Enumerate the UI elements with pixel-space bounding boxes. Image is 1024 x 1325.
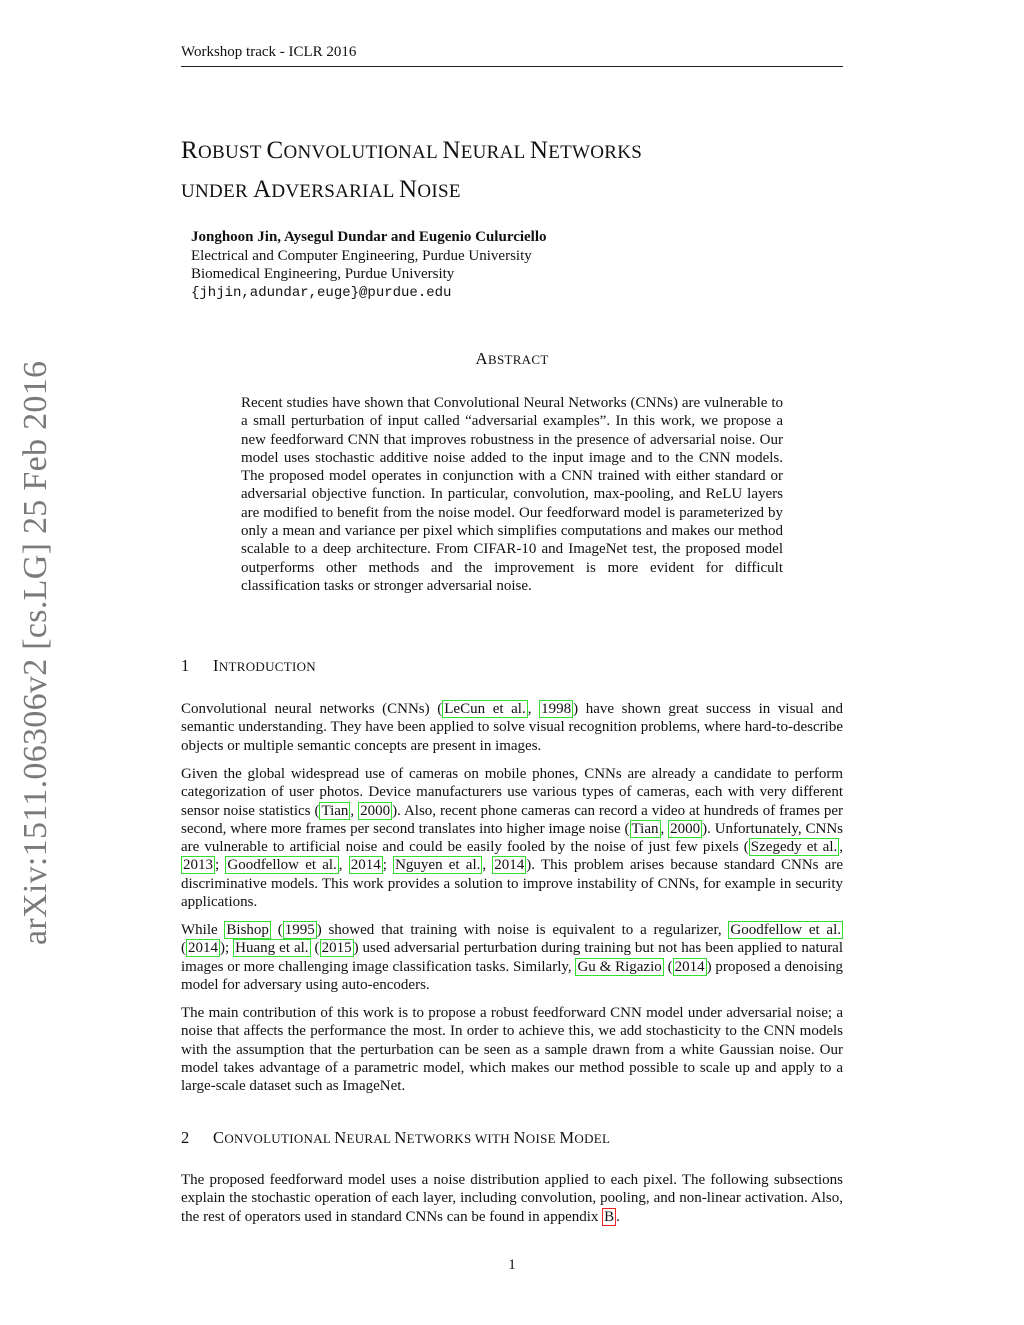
citation-link[interactable]: 1998 (541, 701, 572, 717)
citation-link[interactable]: Goodfellow et al. (227, 857, 337, 874)
citation-link[interactable]: Szegedy et al. (750, 839, 838, 856)
intro-paragraph-2: Given the global widespread use of cameras on mobile phones, CNNs are already a candidate to perform categorization of user photos. Device manufacturers use various types of cameras, each with very different sensor noise statistics ( Tian , 2000 ). Also, recent phone cameras can record a video at hundreds of frames per second, where more frames per second translates into higher image noise ( Tian , 2000 ). Unfortunately, CNNs are vulnerable to artificial noise and could be easily fooled by the noise of just few pixels ( Szegedy et al. , 2013 ; Goodfellow et al. , 2014 ; Nguyen et al. , 2014 ). This problem arises because standard CNNs are discriminative models. This work provides a solution to improve instability of CNNs, for example in security applications. (181, 766, 844, 911)
running-header: Workshop track - ICLR 2016 (181, 44, 843, 67)
citation-link[interactable]: LeCun et al. (444, 701, 526, 717)
affiliation-2: Biomedical Engineering, Purdue University (191, 266, 455, 282)
appendix-link[interactable]: B (604, 1208, 615, 1225)
affiliation-1: Electrical and Computer Engineering, Purdue University (191, 247, 532, 264)
section-1-heading: 1 INTRODUCTION (181, 656, 316, 675)
section-number: 1 (181, 656, 190, 675)
author-names: Jonghoon Jin, Aysegul Dundar and Eugenio Culurciello (191, 229, 547, 245)
abstract-heading: ABSTRACT (475, 349, 549, 368)
citation-link[interactable]: 2000 (670, 820, 701, 837)
paper-title (181, 132, 881, 210)
author-email[interactable]: {jhjin,adundar,euge}@purdue.edu (191, 284, 452, 301)
citation-link[interactable]: 2014 (188, 940, 218, 957)
arxiv-watermark: arXiv:1511.06306v2 [cs.LG] 25 Feb 2016 (17, 360, 54, 945)
title-line-2: UNDER ADVERSARIAL NOISE (181, 176, 461, 203)
citation-link[interactable]: Gu & Rigazio (577, 958, 662, 975)
citation-link[interactable]: Huang et al. (235, 940, 309, 957)
intro-paragraph-4: The main contribution of this work is to propose a robust feedforward CNN model under adversarial noise; a noise that affects the performance the most. In order to achieve this, we add stochasticity to the CNN models with the assumption that the perturbation can be seen as a sample drawn from a white Gaussian noise. Our model takes advantage of a parametric model, which makes our method possible to scale up and apply to a large-scale dataset such as ImageNet. (181, 1005, 843, 1095)
citation-link[interactable]: 2014 (350, 857, 381, 874)
page-number: 1 (508, 1257, 516, 1273)
citation-link[interactable]: Goodfellow et al. (730, 922, 841, 938)
intro-paragraph-3: While Bishop ( 1995 ) showed that training with noise is equivalent to a regularizer, Goodfellow et al. ( 2014 ); Huang et al. ( 2015 ) used adversarial perturbation during training but not has been applied to natural images or more challenging image classification tasks. Similarly, Gu & Rigazio ( 2014 ) proposed a denoising model for adversary using auto-encoders. (181, 922, 844, 993)
author-block (191, 228, 547, 302)
citation-link[interactable]: 2014 (494, 857, 525, 874)
title-line-1: ROBUST CONVOLUTIONAL NEURAL NETWORKS (181, 137, 643, 164)
citation-link[interactable]: 2013 (183, 857, 213, 874)
citation-link[interactable]: 2000 (360, 802, 391, 819)
citation-link[interactable]: 2014 (674, 958, 705, 975)
citation-link[interactable]: Nguyen et al. (395, 857, 481, 874)
citation-link[interactable]: Tian (631, 820, 659, 837)
section-2-heading: 2 CONVOLUTIONAL NEURAL NETWORKS WITH NOISE MODEL (181, 1128, 611, 1147)
abstract-text: Recent studies have shown that Convolutional Neural Networks (CNNs) are vulnerable to a small perturbation of input called “adversarial examples”. In this work, we propose a new feedforward CNN that improves robustness in the presence of adversarial noise. Our model uses stochastic additive noise added to the input image and to the CNN models. The proposed model operates in conjunction with a CNN trained with either standard or adversarial objective function. In particular, convolution, max-pooling, and ReLU layers are modified to benefit from the noise model. Our feedforward model is parameterized by only a mean and variance per pixel which simplifies computations and makes our method scalable to a deep architecture. From CIFAR-10 and ImageNet test, the proposed model outperforms other methods and the improvement is more evident for difficult classification tasks or stronger adversarial noise. (241, 395, 783, 594)
citation-link[interactable]: 1995 (284, 922, 315, 938)
section-2-paragraph-1: The proposed feedforward model uses a noise distribution applied to each pixel. The following subsections explain the stochastic operation of each layer, including convolution, pooling, and non-linear activation. Also, the rest of operators used in standard CNNs can be found in appendix B . (181, 1172, 843, 1225)
citation-link[interactable]: Bishop (226, 922, 269, 938)
citation-link[interactable]: Tian (321, 802, 349, 819)
intro-paragraph-1: Convolutional neural networks (CNNs) ( LeCun et al. , 1998 ) have shown great success in visual and semantic understanding. They have been applied to solve visual recognition problems, where hard-to-describe objects or multiple semantic concepts are present in images. (181, 701, 844, 754)
citation-link[interactable]: 2015 (321, 940, 352, 957)
section-number: 2 (181, 1128, 190, 1147)
